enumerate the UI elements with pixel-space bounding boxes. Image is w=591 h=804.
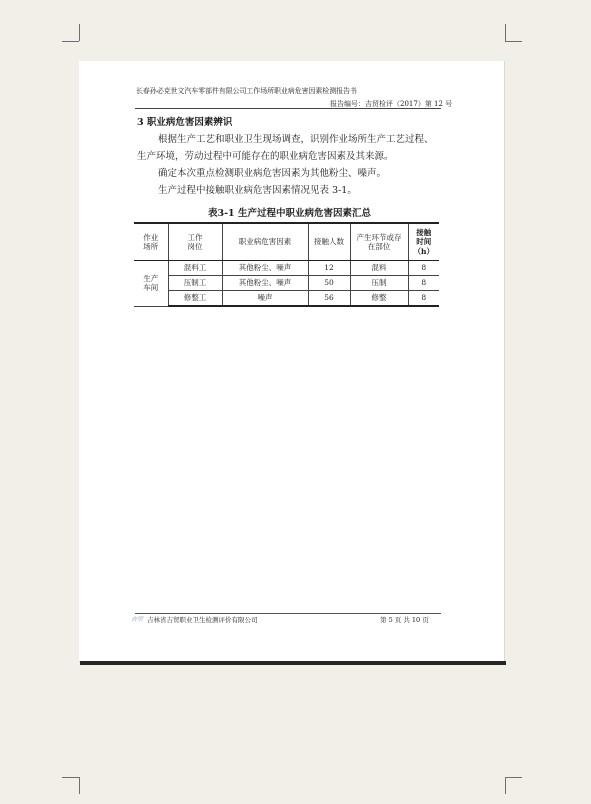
cell-post: 压制工 — [168, 276, 222, 291]
cell-hazard: 噪声 — [222, 291, 308, 307]
cell-count: 12 — [308, 261, 350, 276]
page-bottom-edge — [80, 661, 506, 665]
page-number: 第 5 页 共 10 页 — [380, 616, 429, 624]
paragraph-line-4: 生产过程中接触职业病危害因素情况见表 3-1。 — [158, 185, 357, 196]
cell-hours: 8 — [408, 276, 439, 291]
table-row — [134, 291, 439, 307]
header-report-number: 报告编号：吉贸检评（2017）第 12 号 — [330, 100, 453, 108]
col-header-count: 接触人数 — [308, 223, 350, 261]
table-row — [134, 276, 439, 291]
paragraph-line-3: 确定本次重点检测职业病危害因素为其他粉尘、噪声。 — [158, 168, 387, 179]
crop-mark-top-left-v — [79, 24, 80, 41]
cell-hours: 8 — [408, 291, 439, 307]
cell-hazard: 其他粉尘、噪声 — [222, 276, 308, 291]
crop-mark-bottom-right-v — [505, 777, 506, 794]
table-row — [134, 261, 439, 276]
col-header-workplace: 作业 场所 — [134, 223, 168, 261]
footer-company: 吉林省吉贸职业卫生检测评价有限公司 — [147, 616, 258, 624]
crop-mark-top-right-v — [505, 24, 506, 41]
table-title: 表3-1 生产过程中职业病危害因素汇总 — [208, 208, 371, 219]
col-header-hazard: 职业病危害因素 — [222, 223, 308, 261]
crop-mark-top-right-h — [505, 41, 522, 42]
header-company-line: 长春孙必克世文汽车零部件有限公司工作场所职业病危害因素检测报告书 — [136, 87, 357, 95]
section-title: 3 职业病危害因素辨识 — [137, 117, 233, 128]
header-rule — [135, 108, 441, 109]
table-header-row — [134, 223, 439, 261]
company-logo: 吉贸 — [131, 616, 144, 623]
crop-mark-bottom-left-v — [79, 777, 80, 794]
paragraph-line-2: 生产环境，劳动过程中可能存在的职业病危害因素及其来源。 — [137, 151, 394, 162]
cell-hours: 8 — [408, 261, 439, 276]
col-header-post: 工作 岗位 — [168, 223, 222, 261]
cell-post: 混料工 — [168, 261, 222, 276]
cell-count: 56 — [308, 291, 350, 307]
cell-count: 50 — [308, 276, 350, 291]
crop-mark-bottom-right-h — [505, 777, 522, 778]
col-header-location: 产生环节或存 在部位 — [350, 223, 408, 261]
col-header-hours: 接触 时间 （h） — [408, 223, 439, 261]
crop-mark-bottom-left-h — [62, 777, 79, 778]
paragraph-line-1: 根据生产工艺和职业卫生现场调查，识别作业场所生产工艺过程、 — [158, 134, 434, 145]
footer-rule — [135, 613, 441, 614]
cell-location: 压制 — [350, 276, 408, 291]
cell-location: 修整 — [350, 291, 408, 307]
cell-post: 修整工 — [168, 291, 222, 307]
cell-hazard: 其他粉尘、噪声 — [222, 261, 308, 276]
cell-location: 混料 — [350, 261, 408, 276]
hazard-summary-table — [134, 222, 439, 307]
crop-mark-top-left-h — [62, 41, 79, 42]
cell-workplace: 生产 车间 — [134, 261, 168, 307]
